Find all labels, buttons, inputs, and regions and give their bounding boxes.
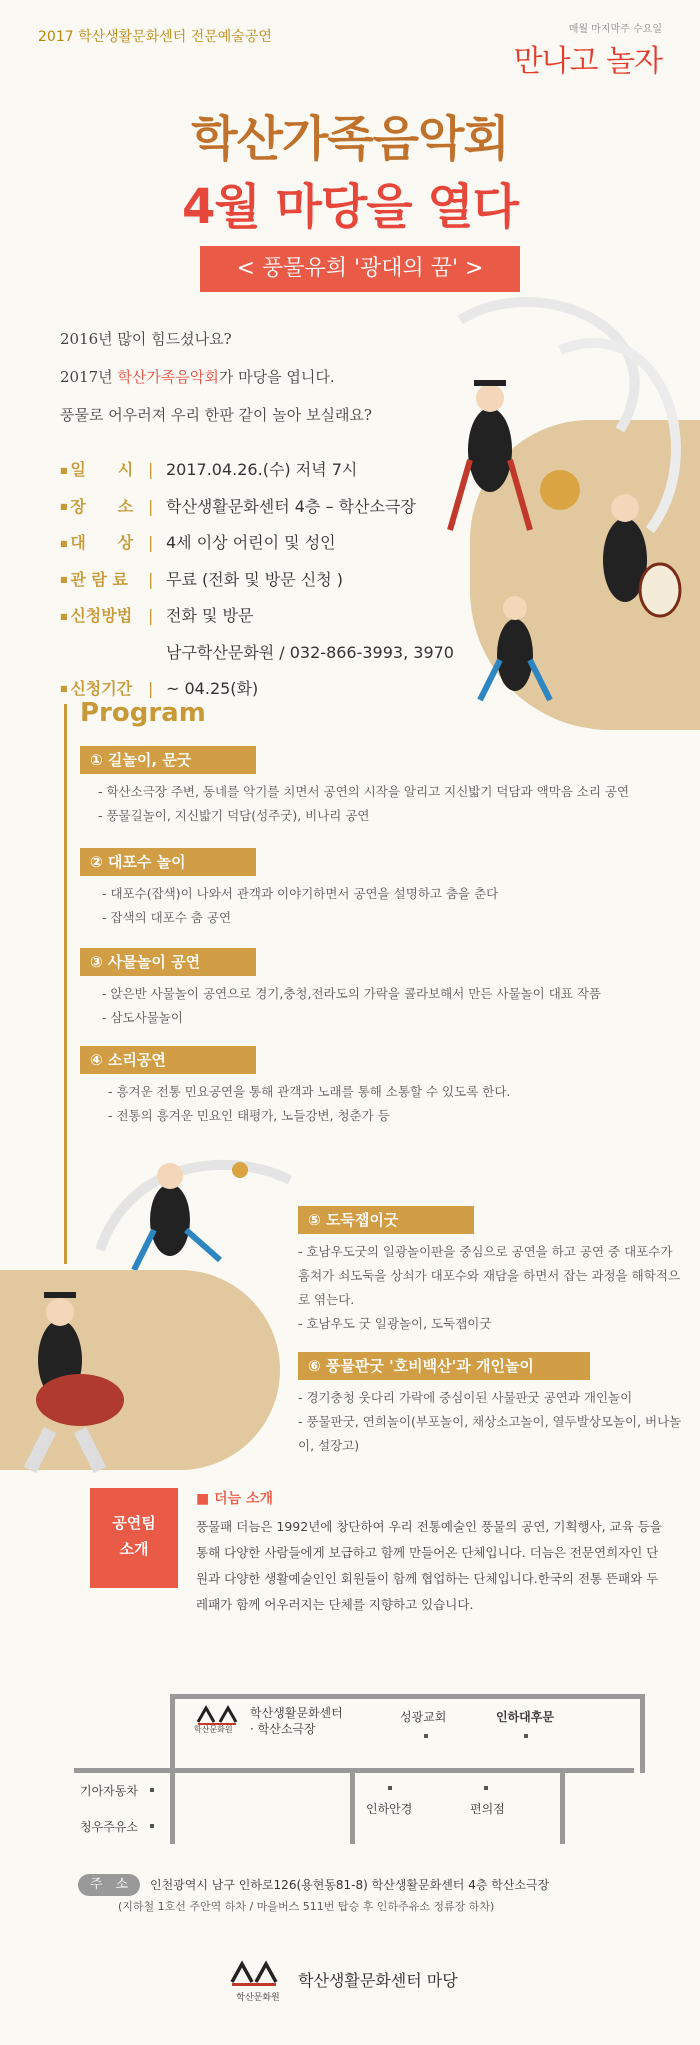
map-center-name: 학산생활문화센터 (250, 1706, 343, 1720)
map-road-v3 (560, 1770, 565, 1844)
team-description: 풍물패 더늠은 1992년에 창단하여 우리 전통예술인 풍물의 공연, 기획행사, 교육 등을 통해 다양한 사람들에게 보급하고 함께 만들어온 단체입니다. 더늠은 전문연희자인 단원과 다양한 생활예술인인 회원들이 함께 협업하는 단체입니다.한국의 전통 뜬패와 두레패가 함께 어우러지는 단체를 지향하고 있습니다. (196, 1519, 662, 1612)
program-section-6 (298, 1352, 688, 1458)
subtitle-banner: < 풍물유희 '광대의 꿈' > (200, 246, 520, 292)
program-section-3 (80, 948, 680, 1030)
list-item: - 경기충청 웃다리 가락에 중심이된 사물판굿 공연과 개인놀이 (298, 1390, 633, 1405)
info-row-method: ■ 신청방법 | 전화 및 방문 (60, 598, 454, 635)
section-head: ① 길놀이, 문굿 (80, 746, 256, 774)
dancer-illustration-top (420, 290, 700, 710)
map-marker (150, 1824, 154, 1828)
info-row-target: ■ 대 상 | 4세 이상 어린이 및 성인 (60, 525, 454, 562)
map-car: 기아자동차 (80, 1784, 138, 1798)
title-line-2: 4월 마당을 열다 (181, 179, 519, 235)
map-road-h (74, 1768, 634, 1773)
section-head: ③ 사물놀이 공연 (80, 948, 256, 976)
map-clinic: 인하안경 (366, 1802, 413, 1816)
list-item: - 풍물길놀이, 지신밟기 덕담(성주굿), 비나리 공연 (98, 808, 370, 823)
map-marker (424, 1734, 428, 1738)
map-marker (524, 1734, 528, 1738)
center-logo-text: 학산문화원 (194, 1725, 233, 1734)
program-section-2 (80, 848, 680, 930)
program-section-5 (298, 1206, 688, 1336)
map-gate: 인하대후문 (496, 1710, 554, 1724)
program-divider (64, 704, 67, 1264)
intro-line-1: 2016년 많이 힘드셨나요? (60, 330, 232, 348)
list-item: - 흥겨운 전통 민요공연을 통해 관객과 노래를 통해 소통할 수 있도록 한다. (108, 1084, 511, 1099)
info-row-contact: 남구학산문화원 / 032-866-3993, 3970 (166, 642, 454, 662)
intro-highlight: 학산가족음악회 (117, 368, 219, 386)
section-head: ⑥ 풍물판굿 '호비백산'과 개인놀이 (298, 1352, 590, 1380)
address-badge: 주 소 (78, 1874, 140, 1896)
team-name: ■ 더늠 소개 (196, 1491, 274, 1507)
section-head: ⑤ 도둑잽이굿 (298, 1206, 474, 1234)
map-center-name-2: · 학산소극장 (250, 1722, 316, 1736)
dancer-illustration-middle (90, 1140, 310, 1290)
center-logo-icon (196, 1704, 240, 1726)
info-row-date: ■ 일 시 | 2017.04.26.(수) 저녁 7시 (60, 452, 454, 489)
footer-logo-text: 학산문화원 (236, 1993, 280, 2003)
info-row-place: ■ 장 소 | 학산생활문화센터 4층 – 학산소극장 (60, 489, 454, 526)
list-item: - 호남우도굿의 일광놀이판을 중심으로 공연을 하고 공연 중 대포수가 훔쳐가 쇠도둑을 상쇠가 대포수와 재담을 하면서 잡는 과정을 해학적으로 엮는다. (298, 1244, 680, 1307)
team-intro-badge: 공연팀 소개 (90, 1488, 178, 1588)
map-store: 편의점 (470, 1802, 505, 1816)
title-line-1: 학산가족음악회 (191, 111, 509, 167)
intro-line-2: 2017년 학산가족음악회가 마당을 엽니다. (60, 368, 335, 386)
list-item: - 앉은반 사물놀이 공연으로 경기,충청,전라도의 가락을 콜라보해서 만든 사물놀이 대표 작품 (102, 986, 601, 1001)
info-row-period: ■ 신청기간 | ~ 04.25(화) (60, 671, 454, 708)
map-marker (484, 1786, 488, 1790)
list-item: - 학산소극장 주변, 동네를 악기를 치면서 공연의 시작을 알리고 지신밟기 덕담과 액막음 소리 공연 (98, 784, 630, 799)
list-item: - 잡색의 대포수 춤 공연 (102, 910, 232, 925)
list-item: - 대포수(잡색)이 나와서 관객과 이야기하면서 공연을 설명하고 춤을 춘다 (102, 886, 499, 901)
map-gas: 청우주유소 (80, 1820, 138, 1834)
event-info (60, 452, 454, 707)
map-road-top (170, 1694, 640, 1699)
program-section-1 (80, 746, 680, 828)
list-item: - 풍물판굿, 연희놀이(부포놀이, 채상소고놀이, 열두발상모놀이, 버나놀이, 설장고) (298, 1414, 682, 1453)
map-marker (150, 1788, 154, 1792)
intro-text (60, 320, 372, 434)
program-title: Program (80, 698, 206, 728)
program-section-4 (80, 1046, 680, 1128)
info-row-fee: ■ 관 람 료 | 무료 (전화 및 방문 신청 ) (60, 562, 454, 599)
footer-logo-icon (230, 1960, 278, 1988)
address-text: 인천광역시 남구 인하로126(용현동81-8) 학산생활문화센터 4층 학산소극장 (150, 1878, 550, 1892)
list-item: - 전통의 흥겨운 민요인 태평가, 노들강변, 청춘가 등 (108, 1108, 390, 1123)
intro-line-3: 풍물로 어우러져 우리 한판 같이 놀아 보실래요? (60, 406, 372, 424)
map-road-v2 (350, 1770, 355, 1844)
event-label: 2017 학산생활문화센터 전문예술공연 (38, 29, 272, 45)
address-directions: (지하철 1호선 주안역 하차 / 마을버스 511번 탑승 후 인하주유소 정류장 하차) (118, 1900, 495, 1913)
map-marker (388, 1786, 392, 1790)
list-item: - 호남우도 굿 일광놀이, 도둑잽이굿 (298, 1316, 492, 1331)
section-head: ④ 소리공연 (80, 1046, 256, 1074)
logo-main: 만나고 놀자 (513, 44, 662, 79)
logo-subtext: 매월 마지막주 수요일 (568, 24, 662, 35)
list-item: - 삼도사물놀이 (102, 1010, 183, 1025)
section-head: ② 대포수 놀이 (80, 848, 256, 876)
map-church: 성광교회 (400, 1710, 447, 1724)
footer-name: 학산생활문화센터 마당 (298, 1971, 458, 1990)
map-road-right (640, 1694, 645, 1773)
drummer-illustration (10, 1280, 170, 1480)
